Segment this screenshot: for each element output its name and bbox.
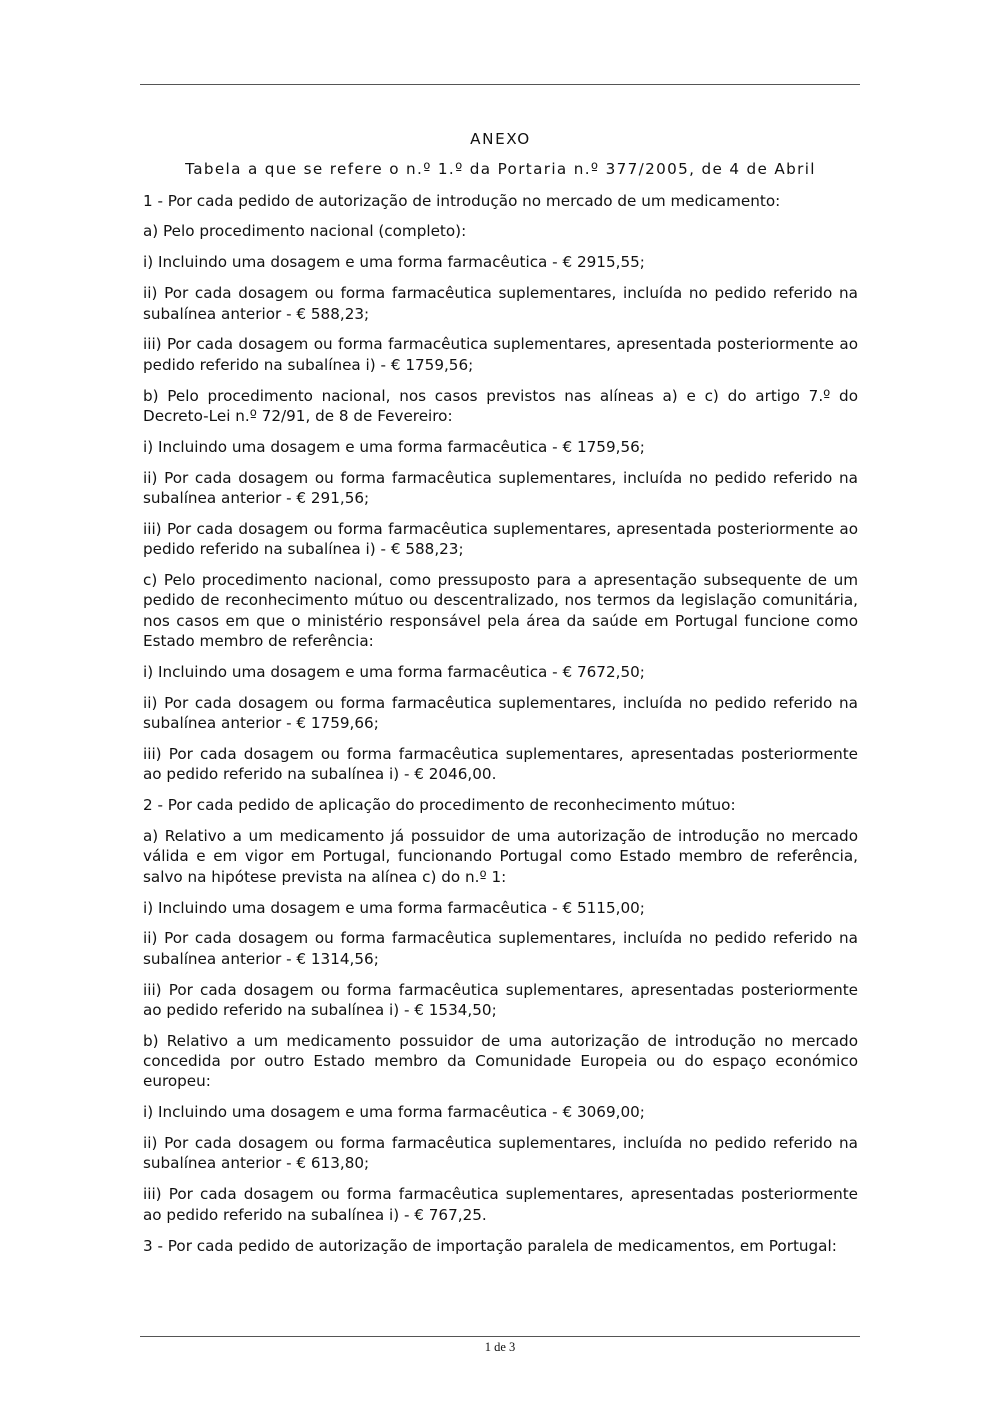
document-body <box>143 129 858 1266</box>
paragraph: ii) Por cada dosagem ou forma farmacêutica suplementares, incluída no pedido referido na subalínea anterior - € 588,23; <box>143 284 858 323</box>
paragraph: 1 - Por cada pedido de autorização de introdução no mercado de um medicamento: <box>143 191 781 210</box>
paragraph: 2 - Por cada pedido de aplicação do procedimento de reconhecimento mútuo: <box>143 796 736 815</box>
paragraph: ii) Por cada dosagem ou forma farmacêutica suplementares, incluída no pedido referido na subalínea anterior - € 1314,56; <box>143 929 858 968</box>
paragraph: b) Relativo a um medicamento possuidor de uma autorização de introdução no mercado concedida por outro Estado membro da Comunidade Europeia ou do espaço económico europeu: <box>143 1031 858 1091</box>
paragraph: iii) Por cada dosagem ou forma farmacêutica suplementares, apresentada posteriormente ao pedido referido na subalínea i) - € 588,23; <box>143 519 858 559</box>
page-number: 1 de 3 <box>484 1340 516 1354</box>
paragraph: i) Incluindo uma dosagem e uma forma farmacêutica - € 7672,50; <box>143 662 645 681</box>
paragraph: ii) Por cada dosagem ou forma farmacêutica suplementares, incluída no pedido referido na subalínea anterior - € 1759,66; <box>143 693 858 733</box>
paragraph: ii) Por cada dosagem ou forma farmacêutica suplementares, incluída no pedido referido na subalínea anterior - € 291,56; <box>143 468 858 508</box>
header-rule <box>140 84 860 85</box>
paragraph: ii) Por cada dosagem ou forma farmacêutica suplementares, incluída no pedido referido na subalínea anterior - € 613,80; <box>143 1134 858 1173</box>
paragraph: i) Incluindo uma dosagem e uma forma farmacêutica - € 2915,55; <box>143 253 645 272</box>
paragraph: a) Pelo procedimento nacional (completo): <box>143 222 467 241</box>
paragraph: b) Pelo procedimento nacional, nos casos previstos nas alíneas a) e c) do artigo 7.º do Decreto-Lei n.º 72/91, de 8 de Fevereiro: <box>143 386 858 425</box>
paragraph: iii) Por cada dosagem ou forma farmacêutica suplementares, apresentadas posteriormente ao pedido referido na subalínea i) - € 2046,00. <box>143 744 858 784</box>
paragraph: iii) Por cada dosagem ou forma farmacêutica suplementares, apresentadas posteriormente ao pedido referido na subalínea i) - € 1534,50; <box>143 980 858 1019</box>
paragraph: a) Relativo a um medicamento já possuidor de uma autorização de introdução no mercado válida e em vigor em Portugal, funcionando Portugal como Estado membro de referência, salvo na hipótese prevista na alínea c) do n.º 1: <box>143 827 858 886</box>
paragraph: i) Incluindo uma dosagem e uma forma farmacêutica - € 3069,00; <box>143 1103 645 1122</box>
document-subtitle: Tabela a que se refere o n.º 1.º da Portaria n.º 377/2005, de 4 de Abril <box>185 160 816 179</box>
paragraph: c) Pelo procedimento nacional, como pressuposto para a apresentação subsequente de um pedido de reconhecimento mútuo ou descentralizado, nos termos da legislação comunitária, nos casos em que o ministério responsável pela área da saúde em Portugal funcione como Estado membro de referência: <box>143 571 858 650</box>
paragraph: iii) Por cada dosagem ou forma farmacêutica suplementares, apresentada posteriormente ao pedido referido na subalínea i) - € 1759,56; <box>143 335 858 374</box>
paragraph: i) Incluindo uma dosagem e uma forma farmacêutica - € 1759,56; <box>143 437 645 456</box>
footer-rule <box>140 1336 860 1337</box>
paragraph: i) Incluindo uma dosagem e uma forma farmacêutica - € 5115,00; <box>143 898 645 917</box>
document-title: ANEXO <box>470 130 531 148</box>
paragraph: iii) Por cada dosagem ou forma farmacêutica suplementares, apresentadas posteriormente ao pedido referido na subalínea i) - € 767,25. <box>143 1185 858 1224</box>
paragraph: 3 - Por cada pedido de autorização de importação paralela de medicamentos, em Portugal: <box>143 1236 837 1255</box>
